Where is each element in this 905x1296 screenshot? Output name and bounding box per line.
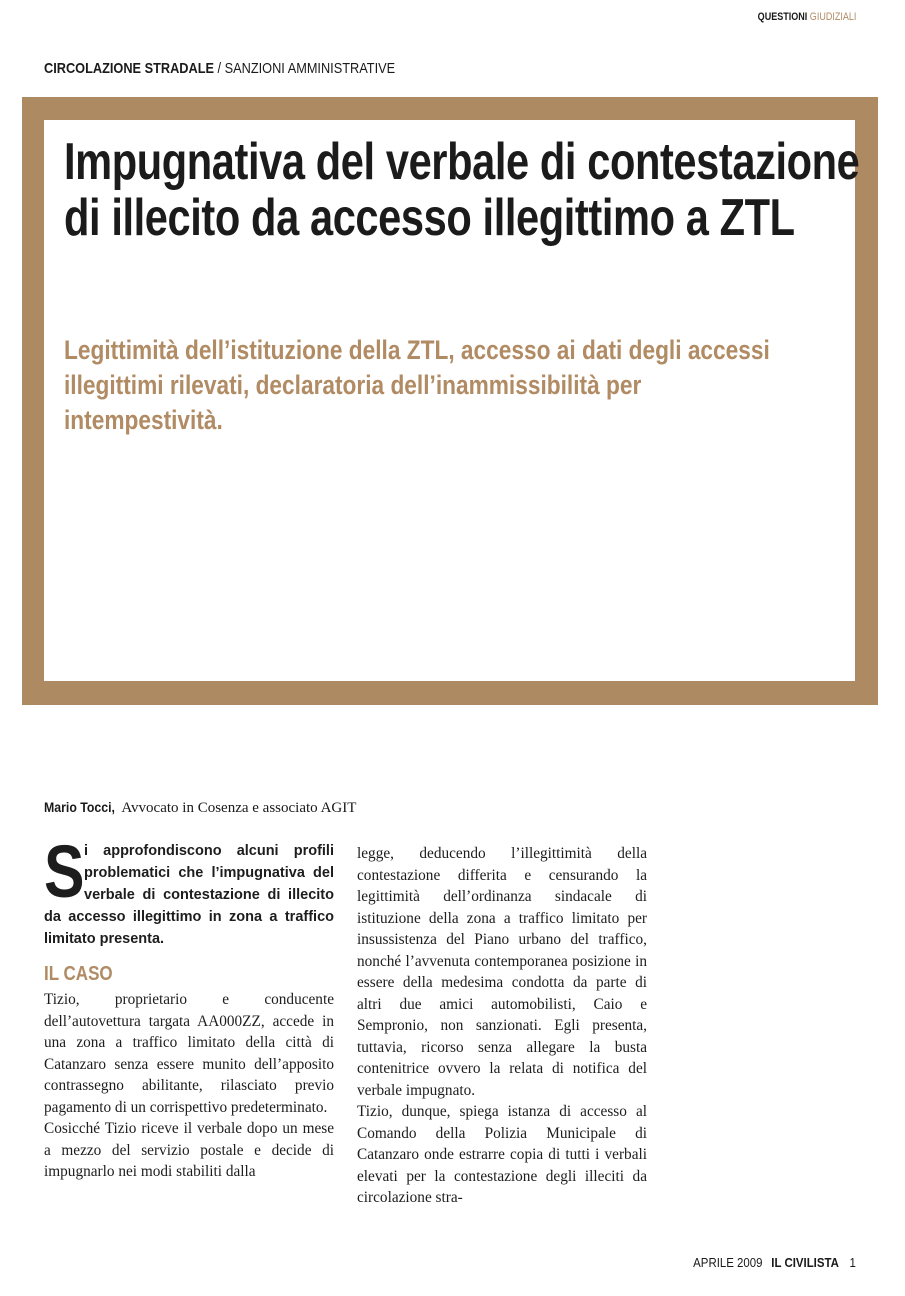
section-header-gold: GIUDIZIALI [809,11,856,23]
article-title: Impugnativa del verbale di contestazione di illecito da accesso illegittimo a ZTL [64,133,860,247]
lead-paragraph [44,830,334,950]
byline [44,799,356,817]
drop-cap: S [44,830,85,913]
rubric-separator: / [214,60,225,77]
author-affiliation: Avvocato in Cosenza e associato AGIT [118,800,357,816]
text-column-left [44,830,334,1183]
rubric-sub: SANZIONI AMMINISTRATIVE [224,60,396,77]
text-column-right [357,843,647,1209]
body-paragraph: Cosicché Tizio riceve il verbale dopo un mese a mezzo del servizio postale e decide di impugnarlo nei modi stabiliti dalla [44,1120,334,1180]
body-paragraph: Tizio, proprietario e conducente dell’autovettura targata AA000ZZ, accede in una zona a traffico limitato della città di Catanzaro senza essere munito dell’apposito contrassegno abilitante, rilasciato previo pagamento di un corrispettivo predeterminato. [44,991,334,1116]
page-number: 1 [849,1255,856,1270]
rubric-main: CIRCOLAZIONE STRADALE [44,60,214,77]
rubric [44,60,395,77]
section-header-bold: QUESTIONI [757,11,807,23]
footer-magazine: IL CIVILISTA [771,1255,840,1270]
author-name: Mario Tocci, [44,799,115,815]
body-paragraph: Tizio, dunque, spiega istanza di accesso al Comando della Polizia Municipale di Catanzaro onde estrarre copia di tutti i verbali elevati per la contestazione degli illeciti da circolazione stra- [357,1103,647,1206]
section-header [757,11,856,23]
lead-text: i approfondiscono alcuni profili problematici che l’impugnativa del verbale di contestazione di illecito da accesso illegittimo in zona a traffico limitato presenta. [44,843,334,947]
section-heading: IL CASO [44,963,113,985]
article-subtitle: Legittimità dell’istituzione della ZTL, accesso ai dati degli accessi illegittimi rilevati, declaratoria dell’inammissibilità per intempestività. [64,335,770,435]
page-footer [693,1255,856,1270]
body-paragraph: legge, deducendo l’illegittimità della contestazione differita e censurando la legittimità dell’ordinanza sindacale di istituzione della zona a traffico limitato per insussistenza del Piano urbano del traffico, nonché l’avvenuta contemporanea posizione in essere della medesima condotta da parte di altri due amici automobilisti, Caio e Sempronio, non sanzionati. Egli presenta, tuttavia, ricorso senza allegare la busta contenitrice ovvero la relata di notifica del verbale impugnato. [357,845,647,1099]
footer-date: APRILE 2009 [693,1255,763,1270]
